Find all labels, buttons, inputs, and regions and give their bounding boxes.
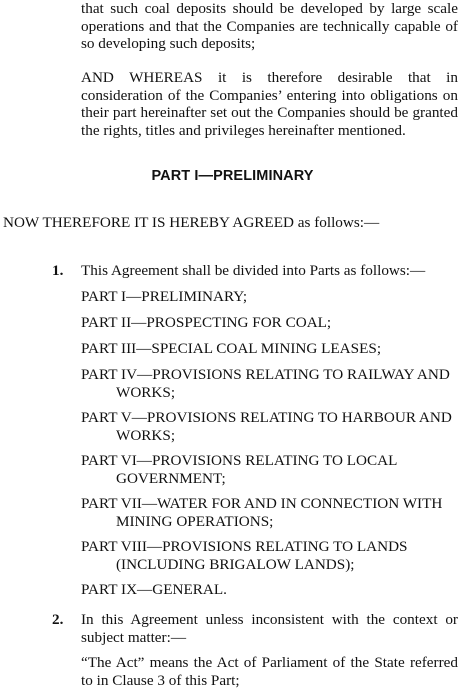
clause-number: 1. <box>52 262 64 279</box>
part-line: PART III—SPECIAL COAL MINING LEASES; <box>81 340 382 357</box>
list-item <box>81 409 458 444</box>
recital-paragraph: that such coal deposits should be developed by large scale operations and that the Companies are technically capable of so developing such deposits; <box>81 0 458 52</box>
list-item <box>81 538 458 573</box>
agreed-clause: NOW THEREFORE IT IS HEREBY AGREED as follows:— <box>3 214 380 231</box>
list-item <box>81 495 458 530</box>
part-line: PART IX—GENERAL. <box>81 581 227 598</box>
part-line-continued: MINING OPERATIONS; <box>116 512 274 530</box>
clause-number: 2. <box>52 611 64 628</box>
list-item <box>81 452 458 487</box>
part-line-continued: WORKS; <box>116 426 176 444</box>
part-line: PART V—PROVISIONS RELATING TO HARBOUR AND <box>81 409 452 426</box>
clause-intro: In this Agreement unless inconsistent with the context or subject matter:— <box>81 611 458 646</box>
part-line-continued: WORKS; <box>116 383 176 401</box>
part-line: PART VII—WATER FOR AND IN CONNECTION WITH <box>81 495 443 512</box>
recital-paragraph: AND WHEREAS it is therefore desirable that in consideration of the Companies’ entering into obligations on their part hereinafter set out the Companies should be granted the rights, titles and privileges hereinafter mentioned. <box>81 69 458 139</box>
list-item <box>81 340 458 358</box>
part-line-continued: (INCLUDING BRIGALOW LANDS); <box>116 555 355 573</box>
list-item <box>81 581 458 599</box>
part-line: PART VIII—PROVISIONS RELATING TO LANDS <box>81 538 408 555</box>
part-line: PART II—PROSPECTING FOR COAL; <box>81 314 332 331</box>
definition-paragraph: “The Act” means the Act of Parliament of the State referred to in Clause 3 of this Part; <box>81 654 458 689</box>
part-line-continued: GOVERNMENT; <box>116 469 226 487</box>
list-item <box>81 288 458 306</box>
list-item <box>81 314 458 332</box>
part-line: PART VI—PROVISIONS RELATING TO LOCAL <box>81 452 398 469</box>
part-line: PART IV—PROVISIONS RELATING TO RAILWAY AND <box>81 366 450 383</box>
part-line: PART I—PRELIMINARY; <box>81 288 248 305</box>
clause-intro: This Agreement shall be divided into Parts as follows:— <box>81 262 426 279</box>
list-item <box>81 366 458 401</box>
part-heading: PART I—PRELIMINARY <box>151 168 314 184</box>
